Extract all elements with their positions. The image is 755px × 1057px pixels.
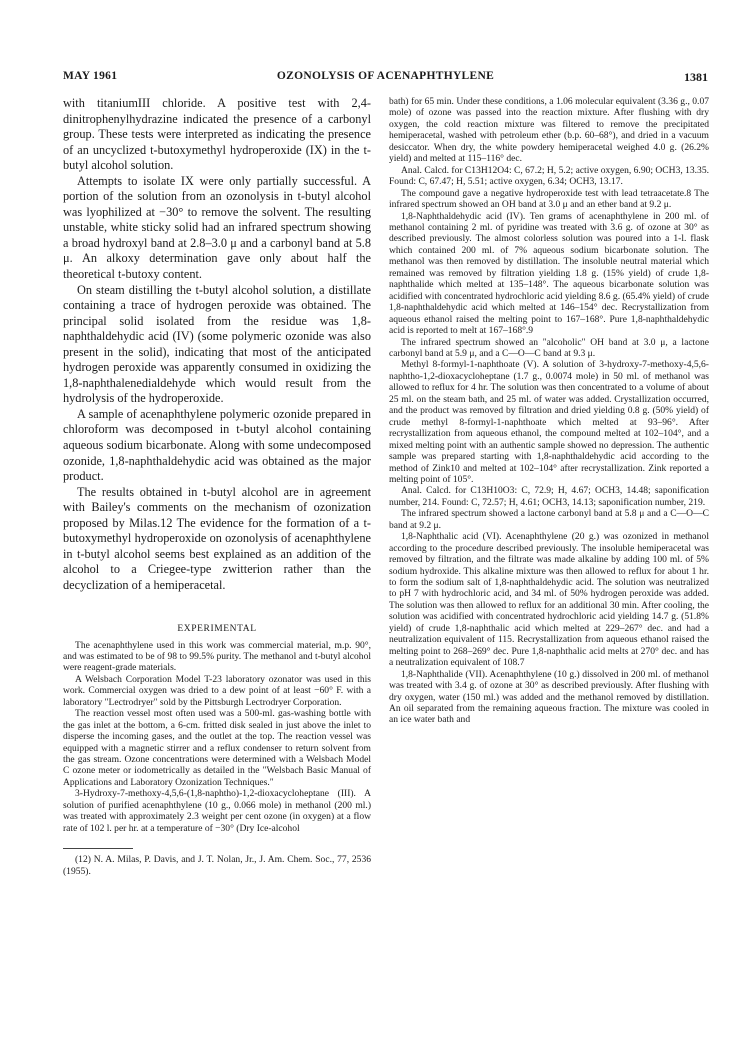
paragraph: The compound gave a negative hydroperoxide test with lead tetraacetate.8 The infrared spectrum showed an OH band at 3.0 μ and an ether band at 9.2 μ. [389, 187, 709, 211]
footnote-rule [63, 848, 133, 849]
paragraph: The reaction vessel most often used was a 500-ml. gas-washing bottle with the gas inlet at the bottom, a 6-cm. fritted disk sealed in just above the inlet to disperse the incoming gases, and the outlet at the top. The reaction vessel was equipped with a magnetic stirrer and a reflux condenser to return solvent from the gas stream. Ozone concentrations were determined with a Welsbach Model C ozone meter or iodometrically as detailed in the "Welsbach Basic Manual of Applications and Laboratory Ozonization Techniques." [63, 708, 371, 788]
running-title: OZONOLYSIS OF ACENAPHTHYLENE [276, 70, 495, 82]
footnote: (12) N. A. Milas, P. Davis, and J. T. Nolan, Jr., J. Am. Chem. Soc., 77, 2536 (1955). [63, 854, 371, 877]
paragraph: Attempts to isolate IX were only partially successful. A portion of the solution from an ozonolysis in t-butyl alcohol was lyophilized at −30° to remove the solvent. The resulting unstable, white sticky solid had an infrared spectrum showing a broad hydroxyl band at 2.8–3.0 μ and a carbonyl band at 5.8 μ. An alkoxy determination gave only about half the theoretical t-butoxy content. [63, 173, 371, 282]
paragraph: 1,8-Naphthalic acid (VI). Acenaphthylene (20 g.) was ozonized in methanol according to the procedure described previously. The insoluble hemiperacetal was removed by filtration, and the filtrate was made alkaline by adding 100 ml. of 5% sodium hydroxide. This alkaline mixture was then allowed to reflux for about 1 hr. to form the sodium salt of 1,8-naphthaldehydic acid. The solution was neutralized to pH 7 with hydrochloric acid, and 34 ml. of 50% hydrogen peroxide was added. The solution was then allowed to reflux for an additional 30 min. After cooling, the solution was acidified with concentrated hydrochloric acid yielding 14.7 g. (51.8% yield) of crude 1,8-naphthalic acid which melted at 229–267° dec. and had a neutralization equivalent of 115. Recrystallization from aqueous ethanol raised the melting point to 268–269° dec. Pure 1,8-naphthalic acid melts at 270° dec. and has a neutralization equivalent of 108.7 [389, 531, 709, 669]
paragraph: The infrared spectrum showed a lactone carbonyl band at 5.8 μ and a C—O—C band at 9.2 μ. [389, 508, 709, 531]
paragraph: bath) for 65 min. Under these conditions, a 1.06 molecular equivalent (3.36 g., 0.07 mole) of ozone was passed into the reaction mixture. After flushing with dry oxygen, the cold reaction mixture was filtered to remove the precipitated hemiperacetal, washed with petroleum ether (b.p. 60–68°), and dried in a vacuum desiccator. When dry, the white powdery hemiperacetal weighed 4.0 g. (26.2% yield) and melted at 115–116° dec. [389, 96, 709, 165]
discussion-text [63, 96, 371, 594]
paragraph: 1,8-Naphthaldehydic acid (IV). Ten grams of acenaphthylene in 200 ml. of methanol containing 2 ml. of pyridine was treated with 3.6 g. of ozone at 30° as described previously. The almost colorless solution was poured into a 1-l. flask which contained 200 ml. of 7% aqueous sodium bicarbonate solution. The methanol was then removed by distillation. The insoluble neutral material which remained was removed by filtration yielding 1.8 g. (15% yield) of crude 1,8-naphthalide which melted at 135–148°. The aqueous bicarbonate solution was acidified with concentrated hydrochloric acid yielding 8.6 g. (65.4% yield) of crude 1,8-naphthaldehydic acid which melted at 146–154° dec. Recrystallization from aqueous ethanol raised the melting point to 167–168°. Pure 1,8-naphthaldehydic acid is reported to melt at 167–168°.9 [389, 210, 709, 337]
paragraph: Methyl 8-formyl-1-naphthoate (V). A solution of 3-hydroxy-7-methoxy-4,5,6-naphtho-1,2-dioxacycloheptane (1.7 g., 0.0074 mole) in 50 ml. of methanol was allowed to reflux for 4 hr. The solution was then concentrated to a volume of about 25 ml. on the steam bath, and 25 ml. of water was added. Crystallization occurred, and the product was removed by filtration and dried yielding 0.8 g. (50% yield) of crude methyl 8-formyl-1-naphthoate which melted at 93–96°. After recrystallization from aqueous ethanol, the compound melted at 102–104°, and a mixed melting point with an authentic sample showed no depression. The authentic sample was prepared starting with 1,8-naphthaldehydic acid according to the method of Zink10 and melted at 102–104° after recrystallization. Zink reported a melting point of 105°. [389, 359, 709, 485]
paragraph: 1,8-Naphthalide (VII). Acenaphthylene (10 g.) dissolved in 200 ml. of methanol was treated with 3.4 g. of ozone at 30° as described previously. After flushing with dry oxygen, water (150 ml.) was added and the methanol removed by distillation. An oil separated from the remaining aqueous fraction. The mixture was cooled in an ice water bath and [389, 668, 709, 726]
section-heading: EXPERIMENTAL [177, 623, 257, 634]
page-number: 1381 [684, 70, 708, 84]
paragraph: The acenaphthylene used in this work was commercial material, m.p. 90°, and was estimated to be of 98 to 99.5% purity. The methanol and t-butyl alcohol were reagent-grade materials. [63, 639, 371, 674]
paragraph: 3-Hydroxy-7-methoxy-4,5,6-(1,8-naphtho)-1,2-dioxacycloheptane (III). A solution of purified acenaphthylene (10 g., 0.066 mole) in methanol (200 ml.) was treated with approximately 2.3 weight per cent ozone (in oxygen) at a flow rate of 102 l. per hr. at a temperature of −30° (Dry Ice-alcohol [63, 788, 371, 834]
paragraph: The results obtained in t-butyl alcohol are in agreement with Bailey's comments on the mechanism of ozonization proposed by Milas.12 The evidence for the formation of a t-butoxymethyl hydroperoxide on ozonolysis of acenaphthylene in t-butyl alcohol seems best explained as an addition of the alcohol to a Criegee-type zwitterion rather than the decyclization of a hemiperacetal. [63, 484, 371, 592]
paragraph: with titaniumIII chloride. A positive test with 2,4-dinitrophenylhydrazine indicated the presence of a carbonyl group. These tests were interpreted as indicating the presence of an uncyclized t-butoxymethyl hydroperoxide (IX) in the t-butyl alcohol solution. [63, 96, 371, 173]
journal-date: MAY 1961 [63, 70, 118, 82]
paragraph: On steam distilling the t-butyl alcohol solution, a distillate containing a trace of hydrogen peroxide was obtained. The principal solid isolated from the residue was 1,8-naphthaldehydic acid (IV) (some polymeric ozonide was also present in the solid), indicating that most of the anticipated hydrogen peroxide was apparently consumed in oxidizing the 1,8-naphthalenedialdehyde which would result from the hydrolysis of the hydroperoxide. [63, 282, 371, 406]
paragraph: A sample of acenaphthylene polymeric ozonide prepared in chloroform was decomposed in t-butyl alcohol containing aqueous sodium bicarbonate. Along with some undecomposed ozonide, 1,8-naphthaldehydic acid was obtained as the major product. [63, 406, 371, 484]
right-column [389, 96, 709, 726]
paragraph: Anal. Calcd. for C13H10O3: C, 72.9; H, 4.67; OCH3, 14.48; saponification number, 214. Found: C, 72.57; H, 4.61; OCH3, 14.13; saponification number, 219. [389, 485, 709, 508]
paragraph: A Welsbach Corporation Model T-23 laboratory ozonator was used in this work. Commercial oxygen was dried to a dew point of at least −60° F. with a laboratory "Lectrodryer" sold by the Pittsburgh Lectrodryer Corporation. [63, 673, 371, 708]
paragraph: Anal. Calcd. for C13H12O4: C, 67.2; H, 5.2; active oxygen, 6.90; OCH3, 13.35. Found: C, 67.47; H, 5.51; active oxygen, 6.34; OCH3, 13.17. [389, 164, 709, 188]
experimental-text [63, 640, 371, 835]
left-column [63, 96, 371, 877]
paragraph: The infrared spectrum showed an "alcoholic" OH band at 3.0 μ, a lactone carbonyl band at 5.9 μ, and a C—O—C band at 9.3 μ. [389, 336, 709, 359]
running-header [63, 70, 708, 86]
